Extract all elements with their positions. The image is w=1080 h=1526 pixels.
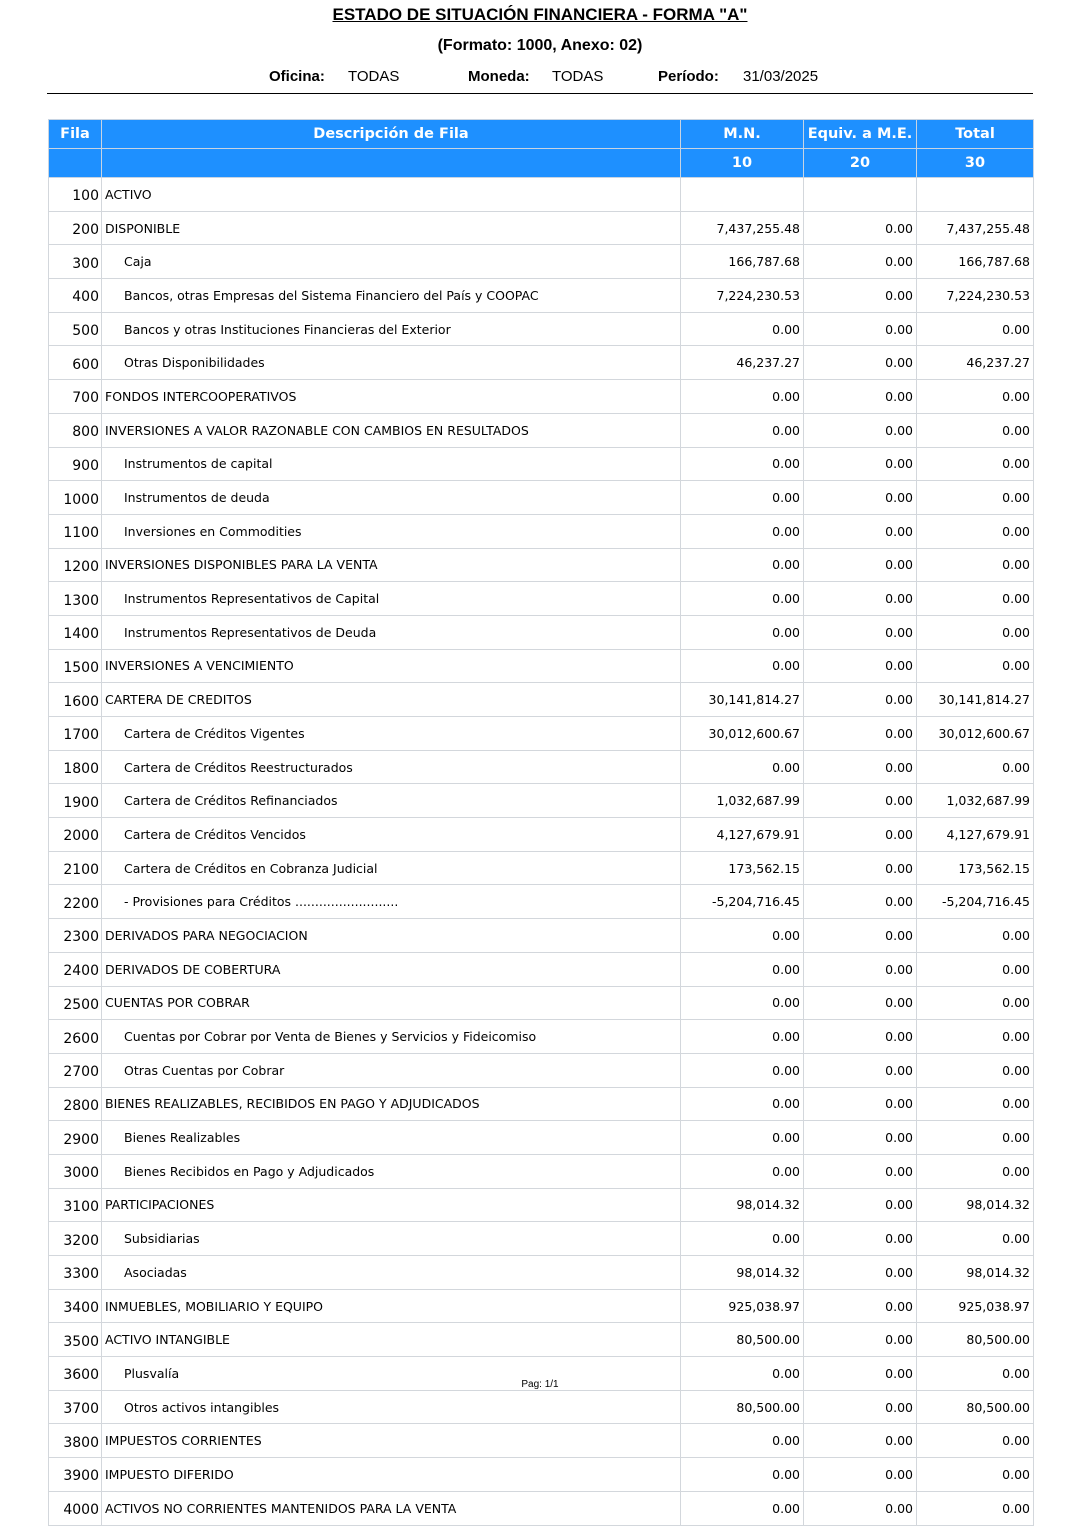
row-total-value: 0.00 xyxy=(917,750,1034,784)
row-mn-value: 0.00 xyxy=(681,750,804,784)
row-total-value: 0.00 xyxy=(917,919,1034,953)
row-mn-value: 0.00 xyxy=(681,447,804,481)
table-row xyxy=(49,986,1034,1020)
row-total-value: 0.00 xyxy=(917,1458,1034,1492)
col-code-equiv-me: 20 xyxy=(804,149,917,178)
row-description: CARTERA DE CREDITOS xyxy=(102,683,681,717)
row-fila: 1300 xyxy=(49,582,102,616)
table-body xyxy=(49,178,1034,1526)
row-mn-value: 0.00 xyxy=(681,548,804,582)
row-fila: 3300 xyxy=(49,1256,102,1290)
row-mn-value: 0.00 xyxy=(681,514,804,548)
periodo-value: 31/03/2025 xyxy=(743,68,819,85)
header-divider xyxy=(47,93,1033,94)
table-row xyxy=(49,1424,1034,1458)
periodo-label: Período: xyxy=(658,68,719,85)
row-mn-value: 0.00 xyxy=(681,380,804,414)
row-total-value: 0.00 xyxy=(917,481,1034,515)
row-description: INMUEBLES, MOBILIARIO Y EQUIPO xyxy=(102,1289,681,1323)
row-mn-value: 0.00 xyxy=(681,413,804,447)
table-row xyxy=(49,481,1034,515)
row-mn-value: 98,014.32 xyxy=(681,1188,804,1222)
row-me-value: 0.00 xyxy=(804,1222,917,1256)
row-fila: 3700 xyxy=(49,1390,102,1424)
row-me-value: 0.00 xyxy=(804,1491,917,1525)
col-header-mn: M.N. xyxy=(681,120,804,149)
row-fila: 3800 xyxy=(49,1424,102,1458)
oficina-value: TODAS xyxy=(348,68,400,85)
table-row xyxy=(49,1222,1034,1256)
table-row xyxy=(49,885,1034,919)
row-me-value: 0.00 xyxy=(804,346,917,380)
row-fila: 2000 xyxy=(49,818,102,852)
row-me-value: 0.00 xyxy=(804,514,917,548)
row-me-value: 0.00 xyxy=(804,279,917,313)
row-total-value: 166,787.68 xyxy=(917,245,1034,279)
row-mn-value: 0.00 xyxy=(681,1424,804,1458)
row-fila: 1100 xyxy=(49,514,102,548)
row-fila: 2400 xyxy=(49,952,102,986)
row-fila: 800 xyxy=(49,413,102,447)
row-total-value: 1,032,687.99 xyxy=(917,784,1034,818)
table-row xyxy=(49,1289,1034,1323)
table-row xyxy=(49,279,1034,313)
row-description: Cartera de Créditos Vencidos xyxy=(102,818,681,852)
row-description: Instrumentos Representativos de Deuda xyxy=(102,615,681,649)
row-me-value: 0.00 xyxy=(804,1256,917,1290)
row-mn-value: 1,032,687.99 xyxy=(681,784,804,818)
row-total-value: 0.00 xyxy=(917,312,1034,346)
row-description: Plusvalía xyxy=(102,1357,681,1391)
row-mn-value: 0.00 xyxy=(681,986,804,1020)
row-me-value: 0.00 xyxy=(804,1020,917,1054)
row-fila: 400 xyxy=(49,279,102,313)
row-mn-value: 0.00 xyxy=(681,312,804,346)
table-row xyxy=(49,548,1034,582)
row-total-value: 7,437,255.48 xyxy=(917,211,1034,245)
row-me-value: 0.00 xyxy=(804,615,917,649)
row-description: Instrumentos Representativos de Capital xyxy=(102,582,681,616)
row-me-value: 0.00 xyxy=(804,1424,917,1458)
row-total-value: 4,127,679.91 xyxy=(917,818,1034,852)
table-row xyxy=(49,1053,1034,1087)
row-total-value xyxy=(917,178,1034,212)
row-me-value: 0.00 xyxy=(804,1121,917,1155)
row-mn-value: 0.00 xyxy=(681,1087,804,1121)
row-me-value xyxy=(804,178,917,212)
row-mn-value: 0.00 xyxy=(681,1053,804,1087)
row-fila: 600 xyxy=(49,346,102,380)
row-description: Bienes Recibidos en Pago y Adjudicados xyxy=(102,1154,681,1188)
table-row xyxy=(49,615,1034,649)
row-description: IMPUESTOS CORRIENTES xyxy=(102,1424,681,1458)
row-total-value: 0.00 xyxy=(917,1357,1034,1391)
row-me-value: 0.00 xyxy=(804,1323,917,1357)
row-me-value: 0.00 xyxy=(804,380,917,414)
row-fila: 2200 xyxy=(49,885,102,919)
row-mn-value: 0.00 xyxy=(681,582,804,616)
row-me-value: 0.00 xyxy=(804,1087,917,1121)
row-fila: 3900 xyxy=(49,1458,102,1492)
row-fila: 2500 xyxy=(49,986,102,1020)
row-description: Cartera de Créditos en Cobranza Judicial xyxy=(102,851,681,885)
row-description: Otras Disponibilidades xyxy=(102,346,681,380)
row-me-value: 0.00 xyxy=(804,683,917,717)
row-total-value: 0.00 xyxy=(917,582,1034,616)
column-code-row xyxy=(49,149,1034,178)
row-fila: 2100 xyxy=(49,851,102,885)
table-row xyxy=(49,413,1034,447)
row-mn-value: 0.00 xyxy=(681,1491,804,1525)
row-description: BIENES REALIZABLES, RECIBIDOS EN PAGO Y ADJUDICADOS xyxy=(102,1087,681,1121)
row-description: INVERSIONES A VALOR RAZONABLE CON CAMBIOS EN RESULTADOS xyxy=(102,413,681,447)
row-description: Cartera de Créditos Refinanciados xyxy=(102,784,681,818)
moneda-value: TODAS xyxy=(552,68,604,85)
row-total-value: 0.00 xyxy=(917,1491,1034,1525)
row-me-value: 0.00 xyxy=(804,919,917,953)
row-description: Inversiones en Commodities xyxy=(102,514,681,548)
row-fila: 3000 xyxy=(49,1154,102,1188)
row-fila: 1000 xyxy=(49,481,102,515)
table-row xyxy=(49,346,1034,380)
row-total-value: 0.00 xyxy=(917,615,1034,649)
col-code-descripcion xyxy=(102,149,681,178)
row-me-value: 0.00 xyxy=(804,548,917,582)
col-code-total: 30 xyxy=(917,149,1034,178)
row-total-value: 173,562.15 xyxy=(917,851,1034,885)
row-total-value: 0.00 xyxy=(917,447,1034,481)
row-mn-value: 0.00 xyxy=(681,649,804,683)
row-me-value: 0.00 xyxy=(804,818,917,852)
table-row xyxy=(49,582,1034,616)
row-mn-value: 0.00 xyxy=(681,1121,804,1155)
row-me-value: 0.00 xyxy=(804,245,917,279)
row-mn-value: 80,500.00 xyxy=(681,1323,804,1357)
row-fila: 2600 xyxy=(49,1020,102,1054)
row-fila: 1500 xyxy=(49,649,102,683)
row-description: PARTICIPACIONES xyxy=(102,1188,681,1222)
row-total-value: 0.00 xyxy=(917,1154,1034,1188)
row-fila: 3100 xyxy=(49,1188,102,1222)
row-me-value: 0.00 xyxy=(804,717,917,751)
table-row xyxy=(49,1121,1034,1155)
row-mn-value: 0.00 xyxy=(681,919,804,953)
table-row xyxy=(49,1323,1034,1357)
row-fila: 200 xyxy=(49,211,102,245)
row-total-value: 7,224,230.53 xyxy=(917,279,1034,313)
row-mn-value: 0.00 xyxy=(681,1154,804,1188)
row-me-value: 0.00 xyxy=(804,1458,917,1492)
row-mn-value: 925,038.97 xyxy=(681,1289,804,1323)
row-description: FONDOS INTERCOOPERATIVOS xyxy=(102,380,681,414)
row-fila: 1800 xyxy=(49,750,102,784)
row-mn-value: -5,204,716.45 xyxy=(681,885,804,919)
table-row xyxy=(49,245,1034,279)
row-mn-value: 46,237.27 xyxy=(681,346,804,380)
row-fila: 2900 xyxy=(49,1121,102,1155)
row-description: Cartera de Créditos Reestructurados xyxy=(102,750,681,784)
table-row xyxy=(49,1458,1034,1492)
table-row xyxy=(49,649,1034,683)
row-total-value: -5,204,716.45 xyxy=(917,885,1034,919)
row-description: Otros activos intangibles xyxy=(102,1390,681,1424)
row-description: Cartera de Créditos Vigentes xyxy=(102,717,681,751)
col-header-descripcion: Descripción de Fila xyxy=(102,120,681,149)
table-row xyxy=(49,717,1034,751)
row-me-value: 0.00 xyxy=(804,312,917,346)
table-row xyxy=(49,447,1034,481)
table-row xyxy=(49,1491,1034,1525)
col-code-mn: 10 xyxy=(681,149,804,178)
row-me-value: 0.00 xyxy=(804,481,917,515)
col-header-equiv-me: Equiv. a M.E. xyxy=(804,120,917,149)
row-fila: 1900 xyxy=(49,784,102,818)
row-description: INVERSIONES A VENCIMIENTO xyxy=(102,649,681,683)
row-mn-value: 7,437,255.48 xyxy=(681,211,804,245)
row-mn-value: 0.00 xyxy=(681,615,804,649)
row-me-value: 0.00 xyxy=(804,1390,917,1424)
row-me-value: 0.00 xyxy=(804,447,917,481)
report-title: ESTADO DE SITUACIÓN FINANCIERA - FORMA "A" xyxy=(332,5,748,24)
oficina-label: Oficina: xyxy=(269,68,325,85)
row-description: ACTIVOS NO CORRIENTES MANTENIDOS PARA LA VENTA xyxy=(102,1491,681,1525)
row-total-value: 0.00 xyxy=(917,1222,1034,1256)
row-total-value: 0.00 xyxy=(917,1020,1034,1054)
table-row xyxy=(49,818,1034,852)
row-total-value: 0.00 xyxy=(917,952,1034,986)
row-total-value: 46,237.27 xyxy=(917,346,1034,380)
row-me-value: 0.00 xyxy=(804,952,917,986)
row-fila: 1600 xyxy=(49,683,102,717)
table-row xyxy=(49,178,1034,212)
row-total-value: 98,014.32 xyxy=(917,1256,1034,1290)
row-fila: 3200 xyxy=(49,1222,102,1256)
row-description: Caja xyxy=(102,245,681,279)
row-me-value: 0.00 xyxy=(804,750,917,784)
row-me-value: 0.00 xyxy=(804,986,917,1020)
column-header-row xyxy=(49,120,1034,149)
table-row xyxy=(49,1188,1034,1222)
row-total-value: 925,038.97 xyxy=(917,1289,1034,1323)
row-me-value: 0.00 xyxy=(804,784,917,818)
row-description: IMPUESTO DIFERIDO xyxy=(102,1458,681,1492)
row-mn-value: 0.00 xyxy=(681,1357,804,1391)
row-me-value: 0.00 xyxy=(804,1188,917,1222)
row-fila: 700 xyxy=(49,380,102,414)
row-fila: 4000 xyxy=(49,1491,102,1525)
row-total-value: 0.00 xyxy=(917,986,1034,1020)
row-me-value: 0.00 xyxy=(804,885,917,919)
row-total-value: 0.00 xyxy=(917,1053,1034,1087)
row-me-value: 0.00 xyxy=(804,1357,917,1391)
row-total-value: 0.00 xyxy=(917,380,1034,414)
row-fila: 2800 xyxy=(49,1087,102,1121)
row-description: DERIVADOS PARA NEGOCIACION xyxy=(102,919,681,953)
row-description: DERIVADOS DE COBERTURA xyxy=(102,952,681,986)
row-me-value: 0.00 xyxy=(804,413,917,447)
row-description: ACTIVO INTANGIBLE xyxy=(102,1323,681,1357)
row-description: - Provisiones para Créditos .......................... xyxy=(102,885,681,919)
row-total-value: 0.00 xyxy=(917,649,1034,683)
row-mn-value: 98,014.32 xyxy=(681,1256,804,1290)
row-fila: 300 xyxy=(49,245,102,279)
row-description: Cuentas por Cobrar por Venta de Bienes y Servicios y Fideicomiso xyxy=(102,1020,681,1054)
row-mn-value: 0.00 xyxy=(681,481,804,515)
row-mn-value: 0.00 xyxy=(681,1020,804,1054)
row-fila: 3500 xyxy=(49,1323,102,1357)
row-mn-value: 0.00 xyxy=(681,952,804,986)
row-total-value: 0.00 xyxy=(917,1087,1034,1121)
row-description: DISPONIBLE xyxy=(102,211,681,245)
row-mn-value: 30,141,814.27 xyxy=(681,683,804,717)
table-row xyxy=(49,514,1034,548)
col-header-fila: Fila xyxy=(49,120,102,149)
table-row xyxy=(49,1020,1034,1054)
row-total-value: 0.00 xyxy=(917,514,1034,548)
row-description: Asociadas xyxy=(102,1256,681,1290)
table-row xyxy=(49,1390,1034,1424)
row-me-value: 0.00 xyxy=(804,851,917,885)
row-description: Bienes Realizables xyxy=(102,1121,681,1155)
row-fila: 3400 xyxy=(49,1289,102,1323)
row-description: Bancos y otras Instituciones Financieras del Exterior xyxy=(102,312,681,346)
row-total-value: 80,500.00 xyxy=(917,1390,1034,1424)
table-row xyxy=(49,851,1034,885)
row-mn-value: 80,500.00 xyxy=(681,1390,804,1424)
row-mn-value xyxy=(681,178,804,212)
row-fila: 3600 xyxy=(49,1357,102,1391)
col-code-fila xyxy=(49,149,102,178)
row-total-value: 0.00 xyxy=(917,1121,1034,1155)
row-me-value: 0.00 xyxy=(804,582,917,616)
row-me-value: 0.00 xyxy=(804,1053,917,1087)
row-mn-value: 30,012,600.67 xyxy=(681,717,804,751)
row-mn-value: 173,562.15 xyxy=(681,851,804,885)
row-fila: 1400 xyxy=(49,615,102,649)
row-mn-value: 4,127,679.91 xyxy=(681,818,804,852)
row-description: Instrumentos de capital xyxy=(102,447,681,481)
report-subtitle: (Formato: 1000, Anexo: 02) xyxy=(437,37,643,54)
moneda-label: Moneda: xyxy=(468,68,530,85)
row-fila: 1700 xyxy=(49,717,102,751)
row-total-value: 30,012,600.67 xyxy=(917,717,1034,751)
table-row xyxy=(49,312,1034,346)
row-me-value: 0.00 xyxy=(804,1154,917,1188)
row-total-value: 0.00 xyxy=(917,548,1034,582)
row-mn-value: 7,224,230.53 xyxy=(681,279,804,313)
row-mn-value: 0.00 xyxy=(681,1222,804,1256)
row-total-value: 0.00 xyxy=(917,413,1034,447)
table-row xyxy=(49,1087,1034,1121)
row-total-value: 80,500.00 xyxy=(917,1323,1034,1357)
row-total-value: 30,141,814.27 xyxy=(917,683,1034,717)
row-fila: 2300 xyxy=(49,919,102,953)
row-description: Otras Cuentas por Cobrar xyxy=(102,1053,681,1087)
page-number: Pag: 1/1 xyxy=(521,1379,559,1390)
row-description: Instrumentos de deuda xyxy=(102,481,681,515)
table-row xyxy=(49,211,1034,245)
table-row xyxy=(49,750,1034,784)
row-fila: 1200 xyxy=(49,548,102,582)
row-total-value: 98,014.32 xyxy=(917,1188,1034,1222)
table-row xyxy=(49,919,1034,953)
row-fila: 900 xyxy=(49,447,102,481)
row-mn-value: 0.00 xyxy=(681,1458,804,1492)
row-fila: 2700 xyxy=(49,1053,102,1087)
row-description: ACTIVO xyxy=(102,178,681,212)
table-row xyxy=(49,1256,1034,1290)
row-description: INVERSIONES DISPONIBLES PARA LA VENTA xyxy=(102,548,681,582)
table-row xyxy=(49,683,1034,717)
col-header-total: Total xyxy=(917,120,1034,149)
row-me-value: 0.00 xyxy=(804,211,917,245)
row-me-value: 0.00 xyxy=(804,1289,917,1323)
row-description: CUENTAS POR COBRAR xyxy=(102,986,681,1020)
table-row xyxy=(49,784,1034,818)
row-mn-value: 166,787.68 xyxy=(681,245,804,279)
financial-statement-table xyxy=(48,119,1034,1526)
row-fila: 100 xyxy=(49,178,102,212)
row-total-value: 0.00 xyxy=(917,1424,1034,1458)
table-row xyxy=(49,380,1034,414)
row-me-value: 0.00 xyxy=(804,649,917,683)
table-row xyxy=(49,1154,1034,1188)
row-description: Bancos, otras Empresas del Sistema Financiero del País y COOPAC xyxy=(102,279,681,313)
row-description: Subsidiarias xyxy=(102,1222,681,1256)
row-fila: 500 xyxy=(49,312,102,346)
table-row xyxy=(49,952,1034,986)
